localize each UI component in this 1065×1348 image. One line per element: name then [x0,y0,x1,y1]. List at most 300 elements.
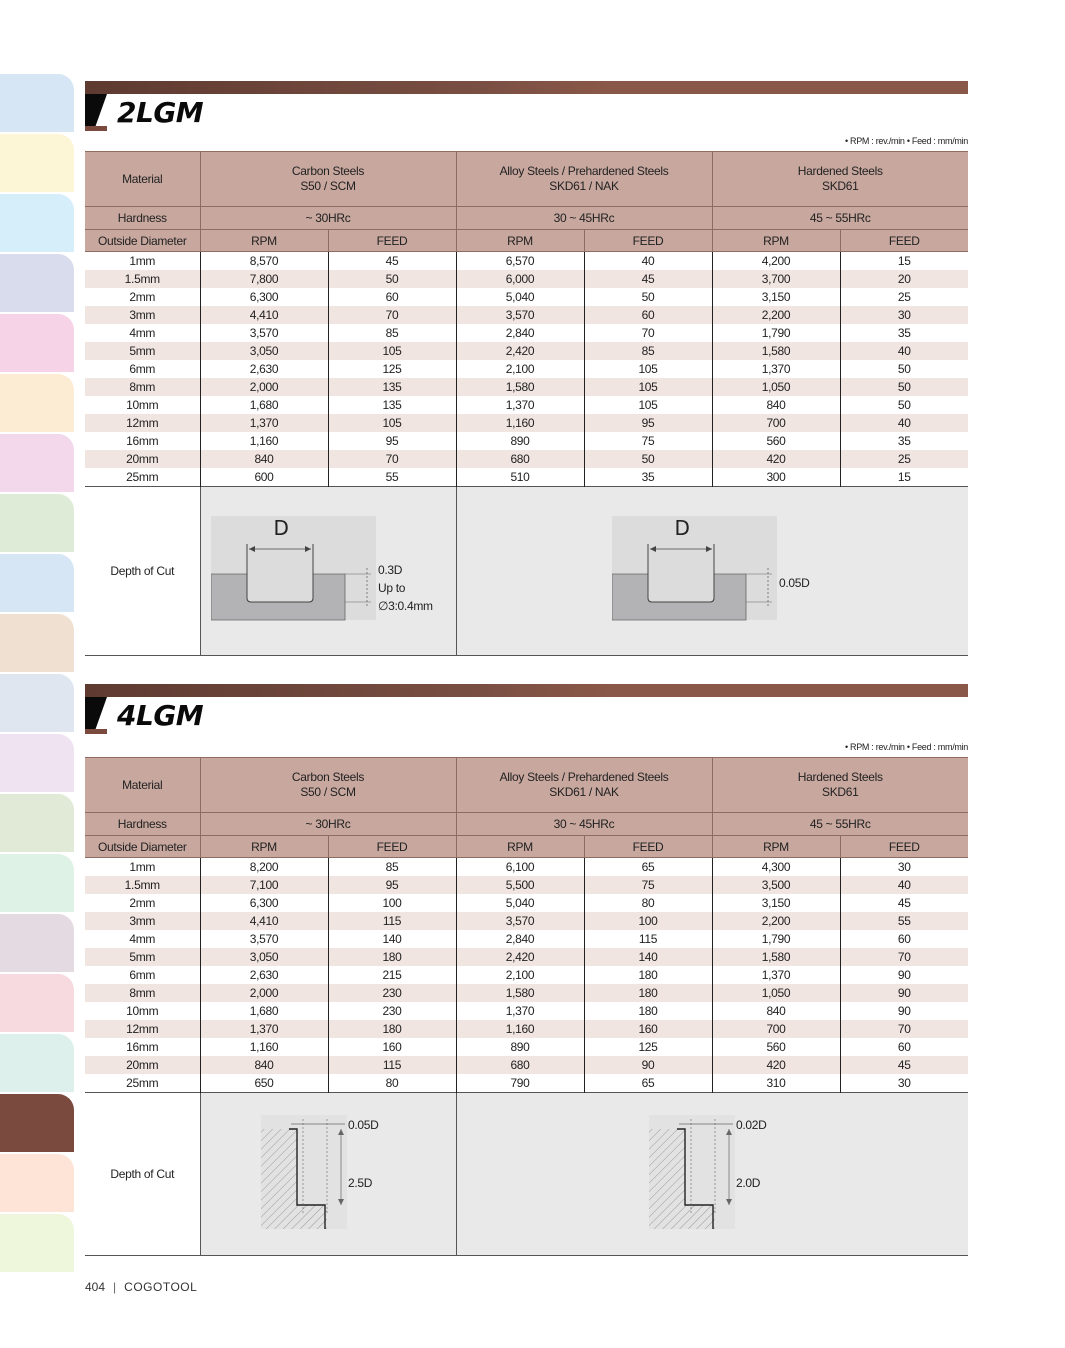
feed-cell: 40 [840,414,968,432]
feed-cell: 50 [840,396,968,414]
rpm-cell: 840 [200,1056,328,1074]
feed-cell: 85 [328,324,456,342]
rpm-cell: 560 [712,432,840,450]
rpm-cell: 1,160 [200,432,328,450]
table-row [85,894,968,912]
rpm-cell: 1,160 [456,414,584,432]
feed-cell: 50 [584,450,712,468]
rpm-cell: 510 [456,468,584,487]
diameter-cell: 2mm [129,290,156,304]
diameter-symbol: D [272,516,289,540]
feed-cell: 180 [584,984,712,1002]
feed-cell: 70 [584,324,712,342]
wall-svg [649,1115,789,1233]
side-color-tabs [0,74,74,1274]
hardness-value: 45 ~ 55HRc [712,207,968,230]
feed-cell: 90 [840,966,968,984]
rpm-cell: 600 [200,468,328,487]
feed-header: FEED [840,836,968,858]
feed-cell: 70 [840,1020,968,1038]
feed-cell: 95 [584,414,712,432]
material-row [85,152,968,207]
slot-diagram [211,516,451,626]
rpm-cell: 3,700 [712,270,840,288]
feed-cell: 90 [840,1002,968,1020]
diameter-cell: 1.5mm [85,876,200,894]
feed-cell: 40 [840,342,968,360]
rpm-cell: 2,200 [712,306,840,324]
rpm-cell: 8,570 [200,252,328,271]
material-name: Carbon Steels [291,164,365,178]
wall-diagram [261,1115,401,1233]
feed-cell: 180 [584,1002,712,1020]
material-cell [200,758,456,813]
feed-cell: 135 [328,396,456,414]
rpm-cell: 1,680 [200,396,328,414]
rpm-cell: 2,000 [200,378,328,396]
rpm-cell: 1,790 [712,930,840,948]
material-name: Alloy Steels / Prehardened Steels [499,770,669,784]
rpm-cell: 1,370 [200,1020,328,1038]
rpm-cell: 1,370 [456,396,584,414]
material-grade: SKD61 / NAK [549,179,619,193]
title-underline [85,729,107,734]
rpm-cell: 1,580 [456,984,584,1002]
feed-cell: 75 [584,876,712,894]
rpm-cell: 6,100 [456,858,584,877]
rpm-cell: 700 [712,414,840,432]
depth-figure-cell [456,487,968,656]
feed-cell: 30 [840,858,968,877]
table-row [85,858,968,877]
feed-cell: 105 [584,396,712,414]
feed-cell: 85 [328,858,456,877]
rpm-cell: 3,570 [200,324,328,342]
feed-cell: 160 [584,1020,712,1038]
diameter-cell: 8mm [85,378,200,396]
side-dimension-text: 2.0D [735,1176,760,1190]
table-row [85,414,968,432]
rpm-cell: 2,200 [712,912,840,930]
rpm-cell: 3,570 [200,930,328,948]
hardness-value: ~ 30HRc [200,207,456,230]
feed-cell: 115 [584,930,712,948]
material-grade: SKD61 [821,179,859,193]
material-grade: S50 / SCM [300,785,356,799]
rpm-cell: 1,370 [456,1002,584,1020]
wall-svg [261,1115,401,1233]
rpm-cell: 4,410 [200,912,328,930]
column-header-row [85,230,968,252]
rpm-cell: 5,040 [456,894,584,912]
rpm-cell: 6,000 [456,270,584,288]
feed-cell: 70 [328,450,456,468]
color-tab [0,854,74,912]
feed-cell: 70 [328,306,456,324]
depth-of-cut-label: Depth of Cut [85,487,200,656]
feed-cell: 100 [584,912,712,930]
feed-cell: 45 [328,252,456,271]
table-row [85,360,968,378]
feed-cell: 50 [584,288,712,306]
material-cell [456,152,712,207]
material-cell [712,152,968,207]
rpm-cell: 680 [456,450,584,468]
table-row [85,1020,968,1038]
feed-cell: 180 [584,966,712,984]
rpm-header: RPM [456,230,584,252]
rpm-cell: 1,370 [712,360,840,378]
table-row [85,1038,968,1056]
hardness-value: 45 ~ 55HRc [712,813,968,836]
rpm-cell: 840 [200,450,328,468]
color-tab [0,554,74,612]
rpm-cell: 680 [456,1056,584,1074]
rpm-cell: 650 [200,1074,328,1093]
feed-cell: 180 [328,1020,456,1038]
color-tab [0,1214,74,1272]
material-grade: SKD61 [821,785,859,799]
feed-cell: 50 [840,360,968,378]
feed-cell: 115 [328,1056,456,1074]
feed-header: FEED [584,836,712,858]
color-tab [0,674,74,732]
diameter-cell: 10mm [126,1004,159,1018]
rpm-cell: 560 [712,1038,840,1056]
diameter-cell: 1mm [129,860,156,874]
color-tab [0,734,74,792]
table-row [85,270,968,288]
depth-value-text: ∅3:0.4mm [377,599,433,613]
color-tab [0,1154,74,1212]
material-name: Hardened Steels [797,770,883,784]
feed-cell: 40 [840,876,968,894]
rpm-cell: 790 [456,1074,584,1093]
side-dimension-text: 2.5D [347,1176,372,1190]
feed-cell: 140 [328,930,456,948]
table-row [85,468,968,487]
material-grade: SKD61 / NAK [549,785,619,799]
unit-note: • RPM : rev./min • Feed : mm/min [844,742,968,752]
rpm-cell: 2,840 [456,324,584,342]
color-tab [0,314,74,372]
depth-value-text: Up to [377,581,405,595]
feed-cell: 105 [584,378,712,396]
rpm-cell: 3,570 [456,306,584,324]
feed-cell: 25 [840,288,968,306]
feed-cell: 45 [840,894,968,912]
feed-cell: 65 [584,858,712,877]
rpm-cell: 3,150 [712,894,840,912]
rpm-cell: 890 [456,432,584,450]
feed-cell: 85 [584,342,712,360]
section-top-bar [85,684,968,697]
feed-cell: 40 [584,252,712,271]
feed-cell: 50 [328,270,456,288]
table-row [85,876,968,894]
feed-cell: 25 [840,450,968,468]
color-tab [0,1094,74,1152]
wall-diagram [649,1115,789,1233]
footer-brand: COGOTOOL [124,1280,198,1294]
table-row [85,1074,968,1093]
table-row [85,396,968,414]
feed-header: FEED [840,230,968,252]
rpm-cell: 2,100 [456,966,584,984]
material-cell [712,758,968,813]
title-underline [85,126,107,131]
feed-cell: 70 [840,948,968,966]
rpm-cell: 5,500 [456,876,584,894]
rpm-cell: 1,580 [712,948,840,966]
diameter-cell: 8mm [85,984,200,1002]
diameter-cell: 5mm [85,342,200,360]
rpm-cell: 3,500 [712,876,840,894]
feed-cell: 125 [584,1038,712,1056]
hardness-row [85,813,968,836]
material-name: Carbon Steels [291,770,365,784]
feed-cell: 65 [584,1074,712,1093]
feed-cell: 125 [328,360,456,378]
rpm-cell: 890 [456,1038,584,1056]
column-header-row [85,836,968,858]
feed-cell: 20 [840,270,968,288]
color-tab [0,194,74,252]
table-row [85,984,968,1002]
unit-note: • RPM : rev./min • Feed : mm/min [844,136,968,146]
table-row [85,306,968,324]
feed-cell: 135 [328,378,456,396]
feed-cell: 215 [328,966,456,984]
feed-header: FEED [328,836,456,858]
rpm-cell: 1,370 [712,966,840,984]
diameter-cell: 1.5mm [85,270,200,288]
rpm-cell: 700 [712,1020,840,1038]
diameter-symbol: D [673,516,690,540]
section-title: 4LGM [117,699,204,732]
feed-cell: 60 [584,306,712,324]
feed-cell: 60 [840,930,968,948]
depth-figure-cell [456,1093,968,1256]
rpm-cell: 1,160 [200,1038,328,1056]
feed-cell: 45 [584,270,712,288]
feed-cell: 55 [328,468,456,487]
cutting-conditions-table [85,757,968,1256]
feed-cell: 105 [328,414,456,432]
diameter-cell: 16mm [126,1040,159,1054]
diameter-cell: 20mm [85,1056,200,1074]
feed-cell: 50 [840,378,968,396]
feed-cell: 30 [840,306,968,324]
material-grade: S50 / SCM [300,179,356,193]
material-label: Material [85,758,200,813]
feed-header: FEED [328,230,456,252]
color-tab [0,614,74,672]
diameter-cell: 2mm [129,896,156,910]
material-row [85,758,968,813]
color-tab [0,974,74,1032]
feed-cell: 35 [840,324,968,342]
feed-cell: 35 [584,468,712,487]
feed-cell: 30 [840,1074,968,1093]
feed-cell: 35 [840,432,968,450]
diameter-cell: 1mm [129,254,156,268]
color-tab [0,1034,74,1092]
table-row [85,1056,968,1074]
rpm-header: RPM [200,230,328,252]
rpm-cell: 7,100 [200,876,328,894]
diameter-label: Outside Diameter [85,836,200,858]
rpm-cell: 1,580 [456,378,584,396]
diameter-cell: 25mm [126,1076,159,1090]
rpm-cell: 420 [712,1056,840,1074]
table-row [85,432,968,450]
feed-cell: 80 [584,894,712,912]
hardness-label: Hardness [85,207,200,230]
rpm-cell: 1,680 [200,1002,328,1020]
rpm-cell: 3,050 [200,948,328,966]
table-row [85,378,968,396]
feed-cell: 60 [840,1038,968,1056]
top-dimension-text: 0.05D [347,1118,379,1132]
color-tab [0,74,74,132]
diameter-cell: 12mm [85,1020,200,1038]
rpm-cell: 7,800 [200,270,328,288]
cutting-conditions-table [85,151,968,656]
rpm-cell: 6,300 [200,288,328,306]
slot-svg [211,516,451,626]
rpm-cell: 1,050 [712,984,840,1002]
section-top-bar [85,81,968,94]
table-row [85,1002,968,1020]
feed-cell: 105 [584,360,712,378]
hardness-value: ~ 30HRc [200,813,456,836]
hardness-label: Hardness [85,813,200,836]
page-number: 404 [85,1280,106,1294]
feed-cell: 95 [328,876,456,894]
rpm-cell: 3,570 [456,912,584,930]
page-footer [85,1280,197,1294]
hardness-row [85,207,968,230]
diameter-cell: 4mm [129,932,156,946]
table-row [85,966,968,984]
color-tab [0,494,74,552]
slot-svg [612,516,852,626]
rpm-cell: 1,160 [456,1020,584,1038]
feed-cell: 105 [328,342,456,360]
color-tab [0,254,74,312]
table-row [85,450,968,468]
rpm-cell: 3,150 [712,288,840,306]
rpm-cell: 2,000 [200,984,328,1002]
color-tab [0,914,74,972]
table-row [85,948,968,966]
rpm-cell: 1,370 [200,414,328,432]
material-label: Material [85,152,200,207]
diameter-label: Outside Diameter [85,230,200,252]
feed-cell: 45 [840,1056,968,1074]
feed-cell: 230 [328,1002,456,1020]
feed-cell: 90 [840,984,968,1002]
depth-of-cut-row [85,487,968,656]
table-row [85,912,968,930]
feed-cell: 55 [840,912,968,930]
depth-value-text: 0.3D [377,563,402,577]
section-title: 2LGM [117,96,204,129]
rpm-cell: 6,300 [200,894,328,912]
depth-of-cut-label: Depth of Cut [85,1093,200,1256]
rpm-cell: 4,200 [712,252,840,271]
diameter-cell: 3mm [85,306,200,324]
diameter-cell: 12mm [85,414,200,432]
depth-figure-cell [200,1093,456,1256]
diameter-cell: 6mm [129,968,156,982]
hardness-value: 30 ~ 45HRc [456,207,712,230]
rpm-cell: 6,570 [456,252,584,271]
depth-figure-cell [200,487,456,656]
color-tab [0,134,74,192]
feed-cell: 75 [584,432,712,450]
feed-cell: 115 [328,912,456,930]
diameter-cell: 4mm [129,326,156,340]
rpm-cell: 300 [712,468,840,487]
rpm-header: RPM [456,836,584,858]
feed-cell: 95 [328,432,456,450]
slot-diagram [612,516,852,626]
section-title-block [85,94,285,131]
rpm-cell: 2,630 [200,966,328,984]
diameter-cell: 10mm [126,398,159,412]
feed-cell: 90 [584,1056,712,1074]
feed-cell: 100 [328,894,456,912]
rpm-cell: 8,200 [200,858,328,877]
rpm-cell: 1,580 [712,342,840,360]
rpm-header: RPM [712,836,840,858]
feed-cell: 230 [328,984,456,1002]
table-row [85,342,968,360]
diameter-cell: 16mm [126,434,159,448]
rpm-cell: 4,300 [712,858,840,877]
rpm-cell: 840 [712,1002,840,1020]
rpm-cell: 2,420 [456,342,584,360]
feed-cell: 15 [840,252,968,271]
feed-cell: 180 [328,948,456,966]
diameter-cell: 6mm [129,362,156,376]
feed-cell: 160 [328,1038,456,1056]
diameter-cell: 3mm [85,912,200,930]
rpm-cell: 1,050 [712,378,840,396]
rpm-cell: 1,790 [712,324,840,342]
material-cell [456,758,712,813]
color-tab [0,794,74,852]
rpm-cell: 2,840 [456,930,584,948]
rpm-header: RPM [712,230,840,252]
rpm-cell: 2,100 [456,360,584,378]
depth-value-text: 0.05D [778,576,810,590]
table-row [85,288,968,306]
rpm-cell: 5,040 [456,288,584,306]
rpm-cell: 420 [712,450,840,468]
feed-cell: 140 [584,948,712,966]
diameter-cell: 25mm [126,470,159,484]
material-name: Alloy Steels / Prehardened Steels [499,164,669,178]
table-row [85,930,968,948]
rpm-cell: 2,420 [456,948,584,966]
feed-header: FEED [584,230,712,252]
section-title-block [85,697,285,734]
table-row [85,324,968,342]
top-dimension-text: 0.02D [735,1118,767,1132]
